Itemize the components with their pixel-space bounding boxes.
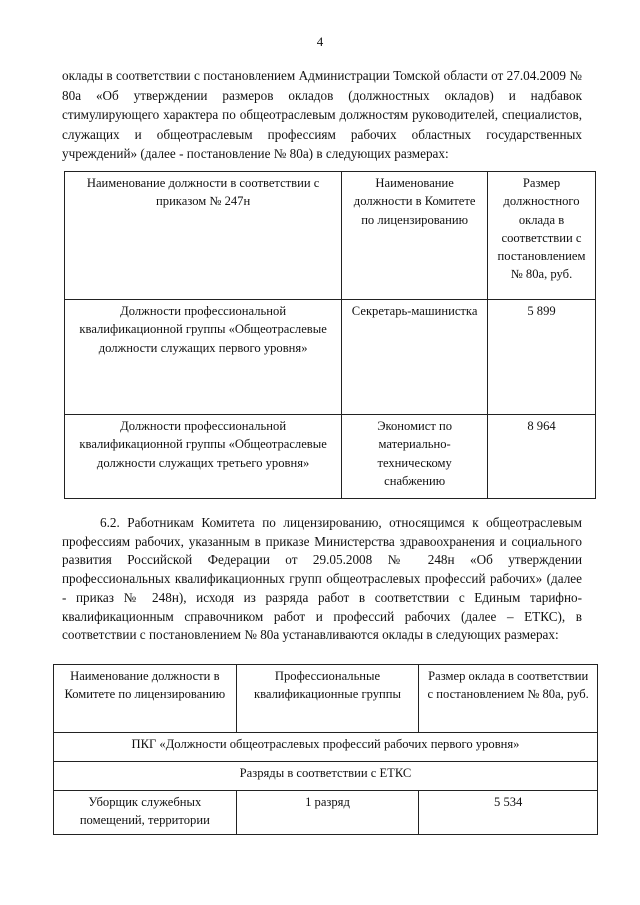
table-cell: Должности профессиональной квалификационной группы «Общеотраслевые должности служащих первого уровня» [65,300,342,415]
header-cell: Размер оклада в соответствии с постановлением № 80а, руб. [419,665,598,733]
table-row [54,791,598,835]
table-row [65,415,596,499]
header-cell: Наименование должности в Комитете по лицензированию [342,172,488,300]
table-cell: 1 разряд [236,791,419,835]
table-cell: Уборщик служебных помещений, территории [54,791,237,835]
header-cell: Наименование должности в Комитете по лицензированию [54,665,237,733]
table-group-row [54,733,598,762]
table-row [65,300,596,415]
table-cell: Секретарь-машинистка [342,300,488,415]
salary-table-workers [53,664,598,835]
header-cell: Наименование должности в соответствии с приказом № 247н [65,172,342,300]
table-subgroup-row [54,762,598,791]
table-cell: Экономист по материально-техническому снабжению [342,415,488,499]
header-cell: Профессиональные квалификационные группы [236,665,419,733]
table-cell: 5 899 [488,300,596,415]
group-cell: ПКГ «Должности общеотраслевых профессий рабочих первого уровня» [54,733,598,762]
table-cell: 5 534 [419,791,598,835]
section-6-2-paragraph: 6.2. Работникам Комитета по лицензированию, относящимся к общеотраслевым профессиям рабочих, указанным в приказе Министерства здравоохранения и социального развития Российской Федерации от 29.05.2008 № 248н «Об утверждении профессиональных квалификационных групп общеотраслевых профессий рабочих» (далее - приказ № 248н), исходя из разряда работ в соответствии с Единым тарифно-квалификационным справочником работ и профессий рабочих (далее – ЕТКС), в соответствии с постановлением № 80а устанавливаются оклады в следующих размерах: [62,515,582,643]
salary-table-employees [64,171,596,499]
subgroup-cell: Разряды в соответствии с ЕТКС [54,762,598,791]
header-cell: Размер должностного оклада в соответствии с постановлением № 80а, руб. [488,172,596,300]
table-cell: 8 964 [488,415,596,499]
table-header-row [54,665,598,733]
page-number: 4 [316,34,324,49]
intro-paragraph: оклады в соответствии с постановлением Администрации Томской области от 27.04.2009 № 80а «Об утверждении размеров окладов (должностных окладов) и надбавок стимулирующего характера по общеотраслевым должностям руководителей, специалистов, служащих и общеотраслевым профессиям рабочих областных государственных учреждений» (далее - постановление № 80а) в следующих размерах: [62,68,582,161]
table-cell: Должности профессиональной квалификационной группы «Общеотраслевые должности служащих третьего уровня» [65,415,342,499]
table-header-row [65,172,596,300]
